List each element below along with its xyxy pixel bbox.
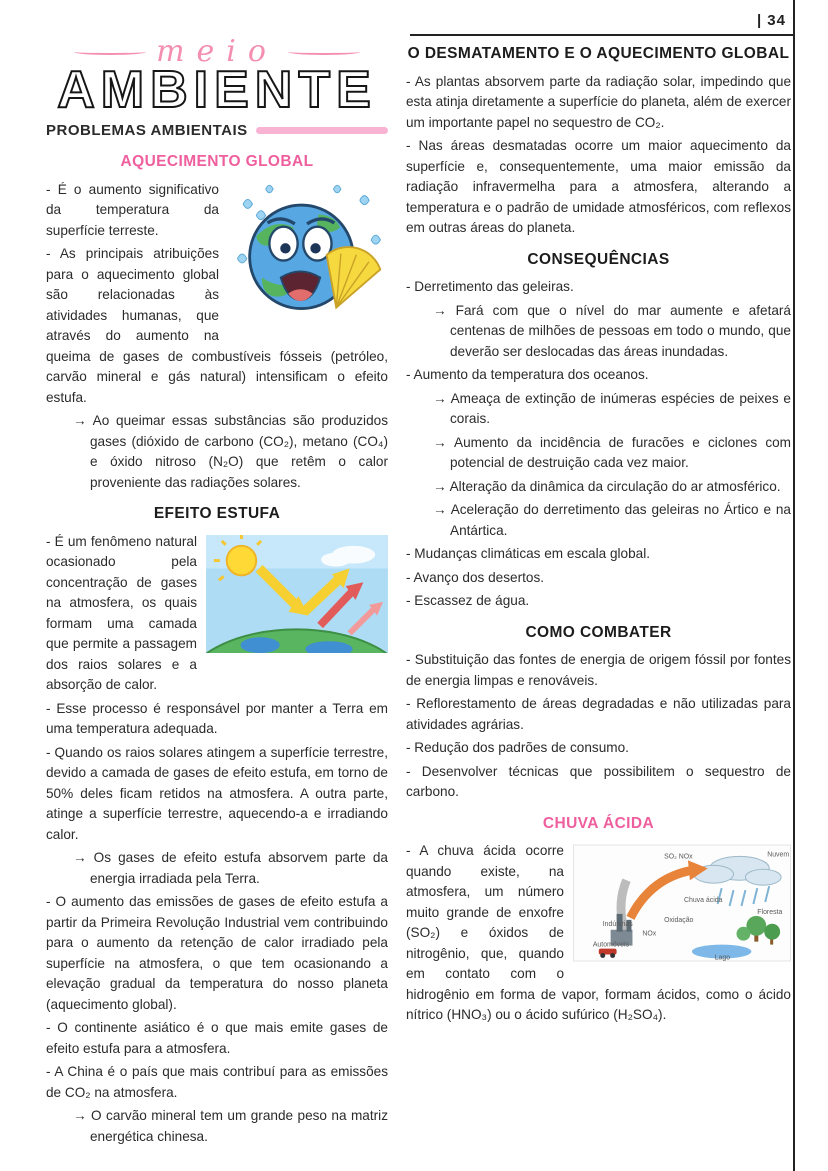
para-efeito-1: - É um fenômeno natural ocasionado pela concentração de gases na atmosfera, os quais formam uma camada que permite a passagem dos raios solares e a absorção de calor. (46, 533, 197, 692)
label-industry: Indústrias (602, 920, 633, 928)
section-efeito-estufa (46, 532, 388, 1148)
greenhouse-effect-illustration (206, 535, 388, 653)
section-chuva-acida (406, 841, 791, 1026)
title-flourish-left (74, 49, 146, 55)
label-lake2: Lago (714, 954, 731, 962)
para-consequencias-4: - Avanço dos desertos. (406, 569, 545, 585)
bullet-consequencias-1: → Fará com que o nível do mar aumente e afetará centenas de milhões de pessoas em todo o mundo, que deverão ser deslocadas das áreas inundadas. (433, 302, 791, 359)
para-combater-1: - Substituição das fontes de energia de origem fóssil por fontes de energia limpas e renováveis. (406, 652, 791, 688)
section-aquecimento (46, 180, 388, 494)
acid-rain-image (573, 844, 791, 962)
crying-earth-illustration (228, 183, 388, 325)
title-flourish-right (288, 49, 360, 55)
title-script-row (46, 34, 388, 69)
para-consequencias-2: - Aumento da temperatura dos oceanos. (406, 367, 649, 382)
right-edge-rule (793, 0, 795, 1171)
acid-rain-illustration (573, 844, 791, 962)
label-emissions: SO₂ NOx (664, 853, 693, 861)
heading-como-combater: COMO COMBATER (525, 623, 672, 641)
page-number: | 34 (756, 12, 786, 29)
title-script: meio (156, 34, 278, 69)
para-combater-3: - Redução dos padrões de consumo. (406, 740, 629, 755)
para-aquecimento-2: - As principais atribuições para o aquecimento global são relacionadas às atividades humanas, que através do aumento na queima de gases de combustíveis fósseis (petróleo, carvão mineral e gás natural) intensificam o efeito estufa. (46, 246, 388, 405)
bullet-efeito-1: → Os gases de efeito estufa absorvem parte da energia irradiada pela Terra. (73, 850, 388, 886)
heading-aquecimento-global: AQUECIMENTO GLOBAL (120, 153, 314, 170)
heading-desmatamento: O DESMATAMENTO E O AQUECIMENTO GLOBAL (407, 45, 790, 62)
para-efeito-5: - O continente asiático é o que mais emite gases de efeito estufa para a atmosfera. (46, 1020, 388, 1056)
top-divider (410, 34, 793, 36)
title-block (46, 34, 388, 141)
crying-earth-image (228, 183, 388, 325)
label-oxidation: Oxidação (664, 916, 694, 924)
bullet-consequencias-4: → Alteração da dinâmica da circulação do ar atmosférico. (433, 478, 781, 494)
greenhouse-effect-image (206, 535, 388, 653)
para-efeito-3: - Quando os raios solares atingem a superfície terrestre, devido a camada de gases de efeito estufa, em torno de 50% deles ficam retidos na atmosfera. A outra parte, atinge a superfície terrestre, aquecendo-a e irradiando calor. (46, 744, 388, 842)
subtitle: PROBLEMAS AMBIENTAIS (46, 121, 248, 139)
subtitle-row (46, 121, 388, 142)
para-desmatamento-1: - As plantas absorvem parte da radiação solar, impedindo que esta atinja diretamente a superfície do planeta, além de exercer um importante papel no sequestro de CO₂. (406, 73, 791, 130)
label-cars: Automóveis (592, 941, 629, 949)
para-consequencias-5: - Escassez de água. (406, 593, 530, 608)
para-combater-4: - Desenvolver técnicas que possibilitem o sequestro de carbono. (406, 763, 791, 799)
label-acid-rain: Chuva ácida (683, 897, 723, 905)
para-desmatamento-2: - Nas áreas desmatadas ocorre um maior aquecimento da superfície e, consequentemente, uma maior emissão da radiação infravermelha para a atmosfera, alterando a temperatura e o padrão de umidade atmosféricos, com reflexos em outras áreas do planeta. (406, 138, 791, 235)
label-forest: Floresta (757, 908, 783, 916)
label-cloud: Nuvem (767, 851, 790, 859)
content-columns (46, 34, 791, 1150)
para-aquecimento-1: - É o aumento significativo da temperatura da superfície terreste. (46, 181, 219, 238)
bullet-efeito-2: → O carvão mineral tem um grande peso na matriz energética chinesa. (73, 1108, 388, 1144)
para-efeito-4: - O aumento das emissões de gases de efeito estufa a partir da Primeira Revolução Industrial vem contribuindo para o aumento da retenção de calor irradiado pela superfície na atmosfera, o que tem ocasionando a elevação gradual da temperatura do nosso planeta (aquecimento global). (46, 894, 388, 1012)
bullet-consequencias-2: → Ameaça de extinção de inúmeras espécies de peixes e corais. (433, 390, 791, 426)
para-consequencias-1: - Derretimento das geleiras. (406, 279, 574, 294)
para-combater-2: - Reflorestamento de áreas degradadas e não utilizadas para atividades agrárias. (406, 696, 791, 732)
tear-drop (256, 210, 265, 219)
heading-consequencias: CONSEQUÊNCIAS (527, 250, 670, 268)
para-efeito-6: - A China é o país que mais contribuí para as emissões de CO₂ na atmosfera. (46, 1064, 388, 1100)
label-nox: NOx (642, 930, 657, 938)
bullet-consequencias-5: → Aceleração do derretimento das geleiras no Ártico e na Antártica. (433, 502, 791, 538)
heading-efeito-estufa: EFEITO ESTUFA (153, 505, 281, 522)
bullet-consequencias-3: → Aumento da incidência de furacões e ciclones com potencial de destruição cada vez maior. (433, 434, 791, 470)
right-column (406, 42, 791, 1150)
bullet-aquecimento-1: → Ao queimar essas substâncias são produzidos gases (dióxido de carbono (CO₂), metano (CO₄) e óxido nitroso (N₂O) que retêm o calor proveniente das radiações solares. (73, 413, 388, 490)
subtitle-underline-bar (256, 127, 388, 134)
para-efeito-2: - Esse processo é responsável por manter a Terra em uma temperatura adequada. (46, 700, 388, 736)
para-consequencias-3: - Mudanças climáticas em escala global. (406, 546, 651, 561)
para-chuva-1: - A chuva ácida ocorre quando existe, na atmosfera, um número muito grande de enxofre (SO₂) e óxidos de nitrogênio, que, quando em contato com o hidrogênio em forma de vapor, formam ácidos, como o ácido nítrico (HNO₃) ou o ácido sufúrico (H₂SO₄). (406, 843, 791, 1022)
heading-chuva-acida: CHUVA ÁCIDA (542, 814, 655, 832)
left-column (46, 34, 388, 1150)
title-main: AMBIENTE (57, 60, 377, 119)
